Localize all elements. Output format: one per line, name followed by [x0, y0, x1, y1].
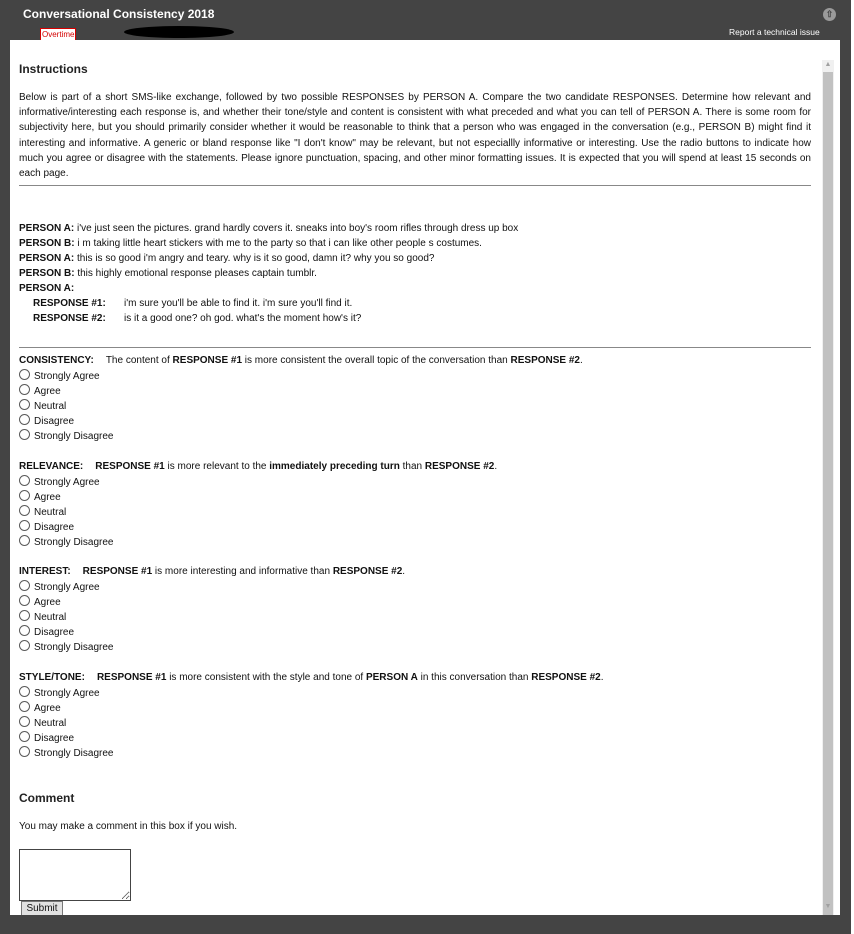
response-2-ref: RESPONSE #2	[424, 461, 495, 472]
radio-button[interactable]	[19, 625, 30, 636]
radio-button[interactable]	[19, 505, 30, 516]
radio-option[interactable]	[19, 505, 66, 519]
radio-label: Neutral	[34, 718, 67, 729]
question-label: INTEREST:	[19, 566, 71, 577]
question-text: .	[580, 355, 583, 366]
radio-label: Disagree	[34, 416, 75, 427]
question-relevance	[19, 461, 497, 472]
comment-instructions: You may make a comment in this box if you wish.	[19, 821, 238, 832]
question-text: The content of	[105, 355, 173, 366]
radio-option[interactable]	[19, 399, 66, 413]
radio-button[interactable]	[19, 640, 30, 651]
radio-button[interactable]	[19, 369, 30, 380]
redacted-info	[124, 26, 234, 38]
radio-label: Neutral	[34, 401, 67, 412]
conversation-turn	[19, 223, 518, 234]
radio-button[interactable]	[19, 610, 30, 621]
radio-label: Agree	[34, 703, 61, 714]
conversation-turn	[19, 253, 434, 264]
radio-label: Agree	[34, 597, 61, 608]
radio-button[interactable]	[19, 580, 30, 591]
scroll-up-arrow-icon[interactable]: ▲	[824, 61, 832, 68]
radio-button[interactable]	[19, 520, 30, 531]
radio-label: Strongly Disagree	[34, 537, 114, 548]
report-issue-link[interactable]: Report a technical issue	[729, 27, 820, 37]
radio-label: Strongly Disagree	[34, 431, 114, 442]
radio-button[interactable]	[19, 701, 30, 712]
response-2-ref: RESPONSE #2	[531, 672, 601, 683]
conversation-turn	[19, 268, 317, 279]
speaker-label: PERSON A:	[19, 283, 75, 294]
response-text: i'm sure you'll be able to find it. i'm sure you'll find it.	[124, 298, 353, 309]
radio-label: Agree	[34, 492, 61, 503]
radio-button[interactable]	[19, 429, 30, 440]
radio-option[interactable]	[19, 716, 66, 730]
question-interest	[19, 566, 405, 577]
radio-option[interactable]	[19, 520, 74, 534]
scroll-up-icon[interactable]: ⇧	[823, 8, 836, 21]
question-label: STYLE/TONE:	[19, 672, 85, 683]
radio-label: Strongly Agree	[34, 582, 100, 593]
radio-button[interactable]	[19, 475, 30, 486]
conversation-turn	[19, 283, 74, 294]
radio-option[interactable]	[19, 429, 113, 443]
response-2	[33, 313, 361, 324]
question-text: .	[494, 461, 498, 472]
instructions-text: Below is part of a short SMS-like exchange, followed by two possible RESPONSES by PERSON A. Compare the two candidate RESPONSES. Determine how relevant and informative/interesting each response is, and whether their tone/style and content is consistent with what preceded and what you can tell of PERSON A. There is some room for subjectivity here, but you should primarily consider whether it would be reasonable to think that a person who was engaged in the conversation (e.g., PERSON B) might find it interesting and informative. A generic or bland response like "I don't know" may be relevant, but not especiallly informative or interesting. Use the radio buttons to indicate how much you agree or disagree with the statements. Please ignore punctuation, spacing, and other minor formatting issues. It is expected that you will spend at least 15 seconds on each page.	[19, 92, 811, 180]
radio-label: Disagree	[34, 627, 75, 638]
response-2-ref: RESPONSE #2	[510, 355, 580, 366]
radio-button[interactable]	[19, 746, 30, 757]
question-consistency	[19, 355, 583, 366]
radio-option[interactable]	[19, 610, 66, 624]
response-label: RESPONSE #2:	[33, 313, 106, 324]
response-1	[33, 298, 352, 309]
radio-button[interactable]	[19, 384, 30, 395]
radio-label: Disagree	[34, 522, 75, 533]
instructions-heading: Instructions	[19, 62, 88, 76]
radio-option[interactable]	[19, 731, 74, 745]
question-text: is more interesting and informative than	[152, 566, 333, 577]
turn-text: this is so good i'm angry and teary. why is it so good, damn it? why you so good?	[74, 253, 435, 264]
radio-label: Agree	[34, 386, 61, 397]
radio-button[interactable]	[19, 414, 30, 425]
radio-label: Strongly Disagree	[34, 748, 114, 759]
radio-option[interactable]	[19, 580, 100, 594]
radio-button[interactable]	[19, 686, 30, 697]
turn-text: this highly emotional response pleases captain tumblr.	[74, 268, 317, 279]
bottom-bar	[0, 915, 851, 934]
response-label: RESPONSE #1:	[33, 298, 106, 309]
radio-button[interactable]	[19, 399, 30, 410]
speaker-label: PERSON B:	[19, 268, 75, 279]
response-1-ref: RESPONSE #1	[82, 566, 153, 577]
question-style-tone	[19, 672, 604, 683]
response-1-ref: RESPONSE #1	[95, 461, 165, 472]
radio-option[interactable]	[19, 475, 100, 489]
conversation-turn	[19, 238, 482, 249]
question-text: .	[600, 672, 604, 683]
divider	[19, 347, 811, 348]
radio-option[interactable]	[19, 369, 100, 383]
radio-option[interactable]	[19, 414, 74, 428]
task-panel	[10, 40, 840, 915]
comment-textarea[interactable]	[19, 849, 131, 901]
question-label: RELEVANCE:	[19, 461, 84, 472]
radio-option[interactable]	[19, 701, 61, 715]
question-text: is more consistent with the style and tone of	[166, 672, 366, 683]
speaker-label: PERSON B:	[19, 238, 75, 249]
question-text: in this conversation than	[417, 672, 532, 683]
comment-heading: Comment	[19, 791, 75, 805]
radio-label: Strongly Disagree	[34, 642, 114, 653]
question-text: is more relevant to the	[164, 461, 270, 472]
response-1-ref: RESPONSE #1	[172, 355, 243, 366]
response-text: is it a good one? oh god. what's the moment how's it?	[124, 313, 362, 324]
radio-label: Strongly Agree	[34, 477, 100, 488]
response-1-ref: RESPONSE #1	[96, 672, 167, 683]
radio-label: Neutral	[34, 612, 67, 623]
radio-option[interactable]	[19, 746, 113, 760]
divider	[19, 185, 811, 186]
radio-button[interactable]	[19, 731, 30, 742]
question-text: is more consistent the overall topic of the conversation than	[242, 355, 511, 366]
radio-option[interactable]	[19, 384, 61, 398]
radio-button[interactable]	[19, 716, 30, 727]
radio-option[interactable]	[19, 535, 113, 549]
question-text: .	[402, 566, 406, 577]
overtime-badge: Overtime	[42, 30, 75, 39]
scrollbar-thumb[interactable]	[823, 72, 833, 915]
question-emphasis: PERSON A	[365, 672, 418, 683]
radio-option[interactable]	[19, 640, 113, 654]
radio-button[interactable]	[19, 490, 30, 501]
question-label: CONSISTENCY:	[19, 355, 94, 366]
radio-button[interactable]	[19, 595, 30, 606]
submit-button[interactable]: Submit	[21, 901, 63, 915]
radio-option[interactable]	[19, 686, 100, 700]
turn-text: i m taking little heart stickers with me to the party so that i can like other people s costumes.	[74, 238, 482, 249]
question-emphasis: immediately preceding turn	[269, 461, 400, 472]
speaker-label: PERSON A:	[19, 223, 75, 234]
radio-button[interactable]	[19, 535, 30, 546]
scroll-down-arrow-icon[interactable]: ▼	[824, 903, 832, 910]
speaker-label: PERSON A:	[19, 253, 75, 264]
task-title: Conversational Consistency 2018	[23, 7, 215, 21]
turn-text: i've just seen the pictures. grand hardly covers it. sneaks into boy's room rifles through dress up box	[74, 223, 519, 234]
radio-option[interactable]	[19, 490, 61, 504]
radio-option[interactable]	[19, 595, 61, 609]
radio-label: Neutral	[34, 507, 67, 518]
radio-label: Strongly Agree	[34, 688, 100, 699]
radio-label: Strongly Agree	[34, 371, 100, 382]
radio-option[interactable]	[19, 625, 74, 639]
response-2-ref: RESPONSE #2	[332, 566, 403, 577]
question-text: than	[399, 461, 425, 472]
radio-label: Disagree	[34, 733, 75, 744]
